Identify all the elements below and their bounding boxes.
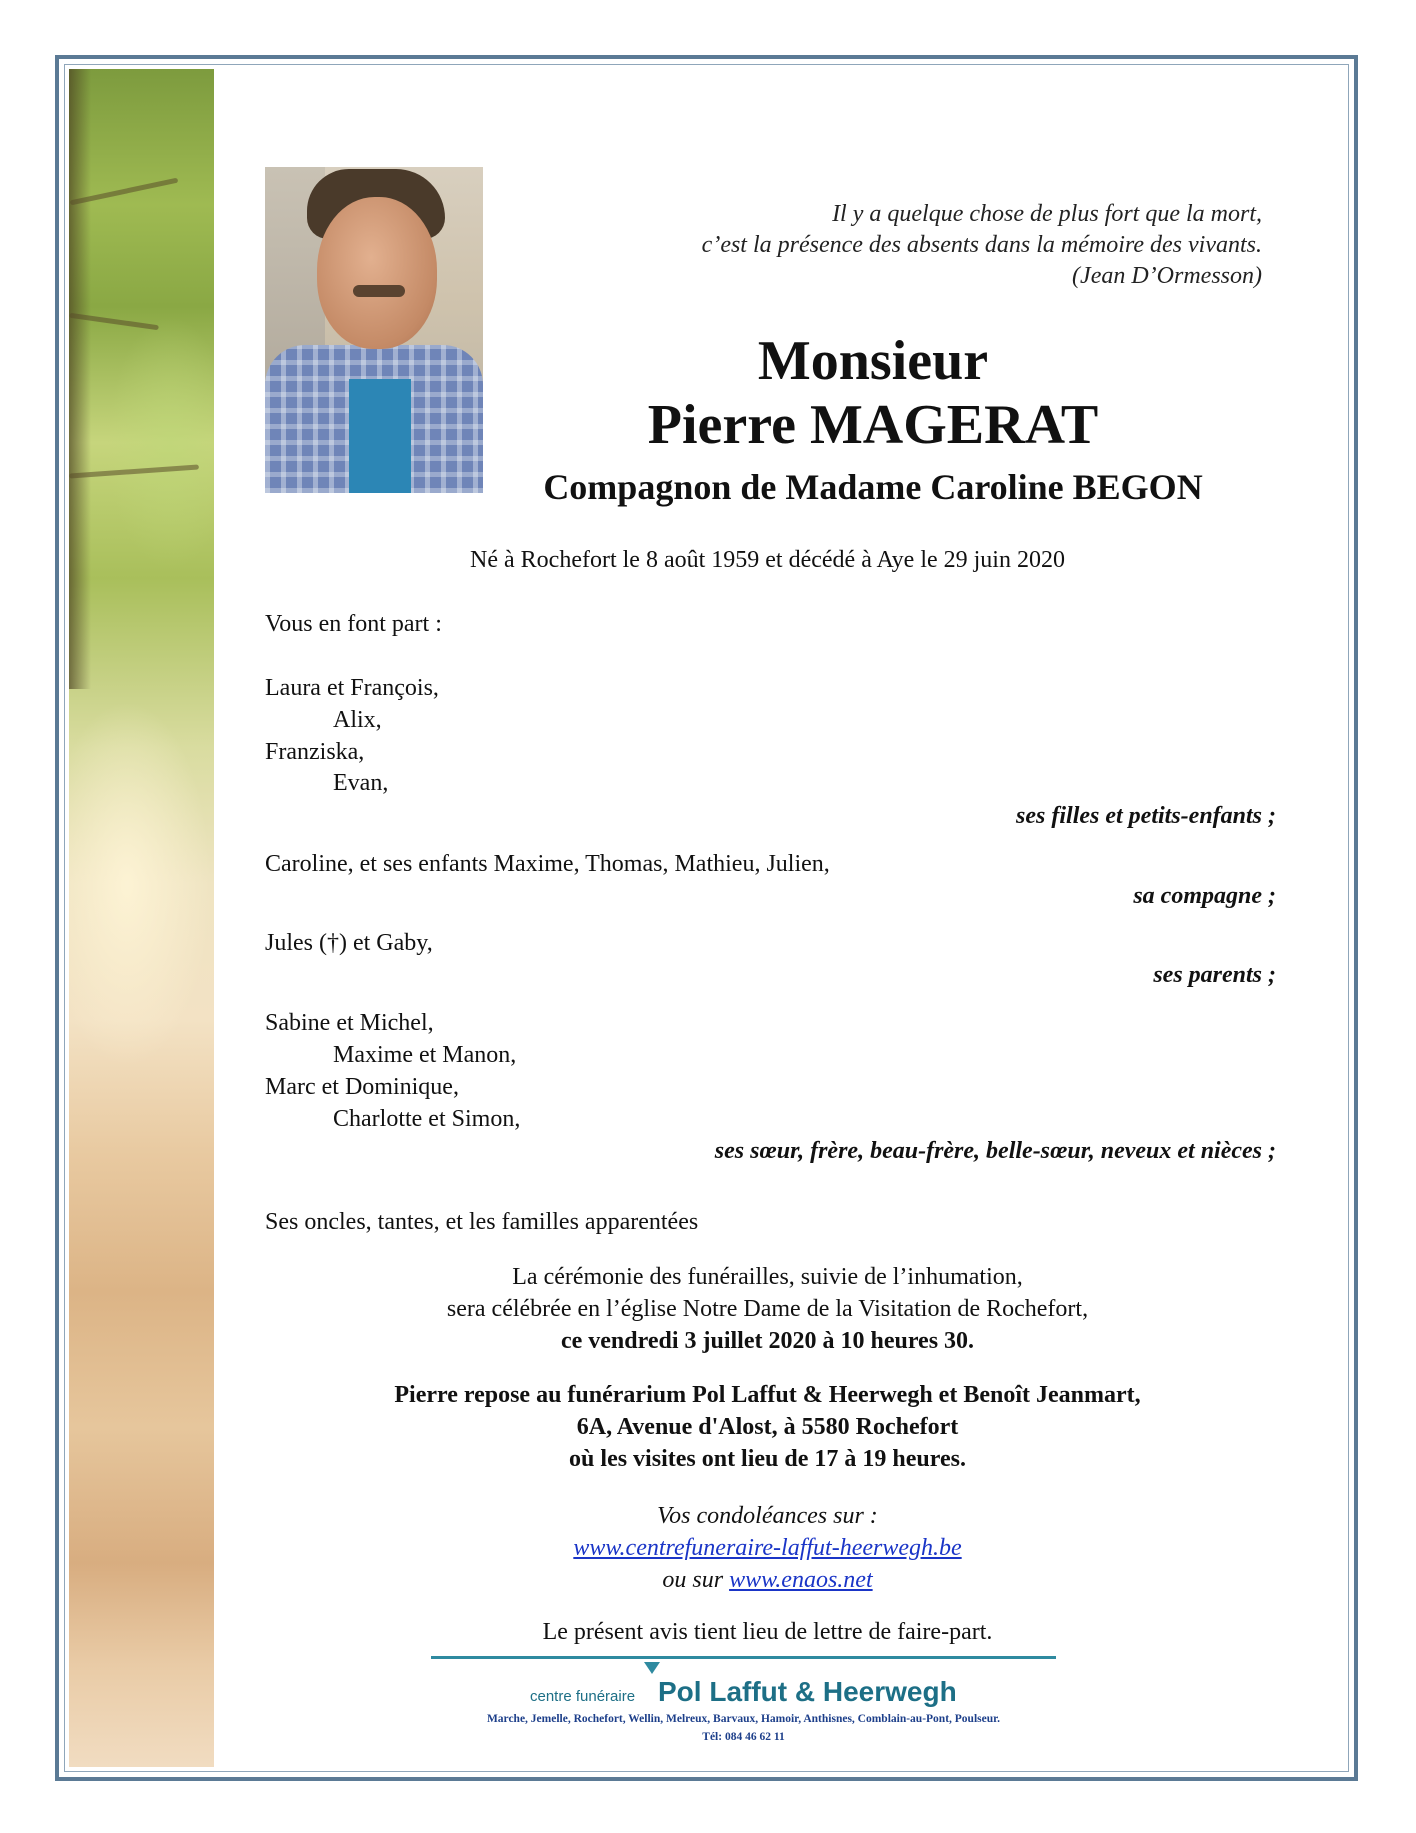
family-relation: ses sœur, frère, beau-frère, belle-sœur, neveux et nièces ; [714,1138,1276,1164]
family-member: Maxime et Manon, [333,1042,517,1068]
family-relation: ses filles et petits-enfants ; [1016,803,1276,829]
family-member: Charlotte et Simon, [333,1106,521,1132]
quote-author: (Jean D’Ormesson) [1072,263,1262,289]
deceased-name: Pierre MAGERAT [647,394,1099,456]
family-member: Alix, [333,707,382,733]
portrait-photo [265,167,483,493]
family-member: Marc et Dominique, [265,1074,459,1100]
epigraph-quote [702,199,1262,292]
family-member: Caroline, et ses enfants Maxime, Thomas, Mathieu, Julien, [265,851,830,877]
ceremony-line: La cérémonie des funérailles, suivie de l’inhumation, [512,1264,1023,1290]
forest-path-image [69,69,214,1767]
family-member: Laura et François, [265,675,439,701]
ceremony-line: sera célébrée en l’église Notre Dame de la Visitation de Rochefort, [446,1296,1089,1322]
condolences-link-secondary[interactable]: www.enaos.net [729,1567,873,1593]
family-relation: ses parents ; [1153,962,1276,988]
logo-phone: Tél: 084 46 62 11 [702,1731,785,1743]
family-relation: sa compagne ; [1133,883,1276,909]
companion-line: Compagnon de Madame Caroline BEGON [543,467,1203,507]
extended-family-line: Ses oncles, tantes, et les familles apparentées [265,1209,699,1235]
family-member: Franziska, [265,739,365,765]
logo-rule [431,1656,1056,1659]
tree-trunk [69,69,91,689]
visit-hours: où les visites ont lieu de 17 à 19 heures. [569,1446,966,1472]
logo-name: Pol Laffut & Heerwegh [658,1676,957,1707]
logo-triangle-icon [644,1662,660,1674]
intro-line: Vous en font part : [265,611,442,637]
family-member: Sabine et Michel, [265,1010,434,1036]
family-member: Jules (†) et Gaby, [265,930,433,956]
repose-line: Pierre repose au funérarium Pol Laffut & Heerwegh et Benoît Jeanmart, [394,1382,1141,1408]
family-member: Evan, [333,770,389,796]
ceremony-date: ce vendredi 3 juillet 2020 à 10 heures 30. [560,1328,975,1354]
condolences-label: Vos condoléances sur : [657,1503,878,1529]
quote-line: Il y a quelque chose de plus fort que la mort, [832,201,1262,227]
repose-address: 6A, Avenue d'Alost, à 5580 Rochefort [576,1414,959,1440]
logo-prefix: centre funéraire [530,1688,636,1705]
birth-death-line: Né à Rochefort le 8 août 1959 et décédé à Aye le 29 juin 2020 [470,547,1065,573]
condolences-link-primary[interactable]: www.centrefuneraire-laffut-heerwegh.be [573,1535,962,1561]
salutation: Monsieur [757,330,989,392]
logo-towns: Marche, Jemelle, Rochefort, Wellin, Melreux, Barvaux, Hamoir, Anthisnes, Comblain-au-Pont, Poulseur. [486,1713,1001,1725]
closing-note: Le présent avis tient lieu de lettre de faire-part. [542,1619,993,1645]
condolences-or-label: ou sur [662,1567,724,1593]
quote-line: c’est la présence des absents dans la mémoire des vivants. [701,232,1262,258]
